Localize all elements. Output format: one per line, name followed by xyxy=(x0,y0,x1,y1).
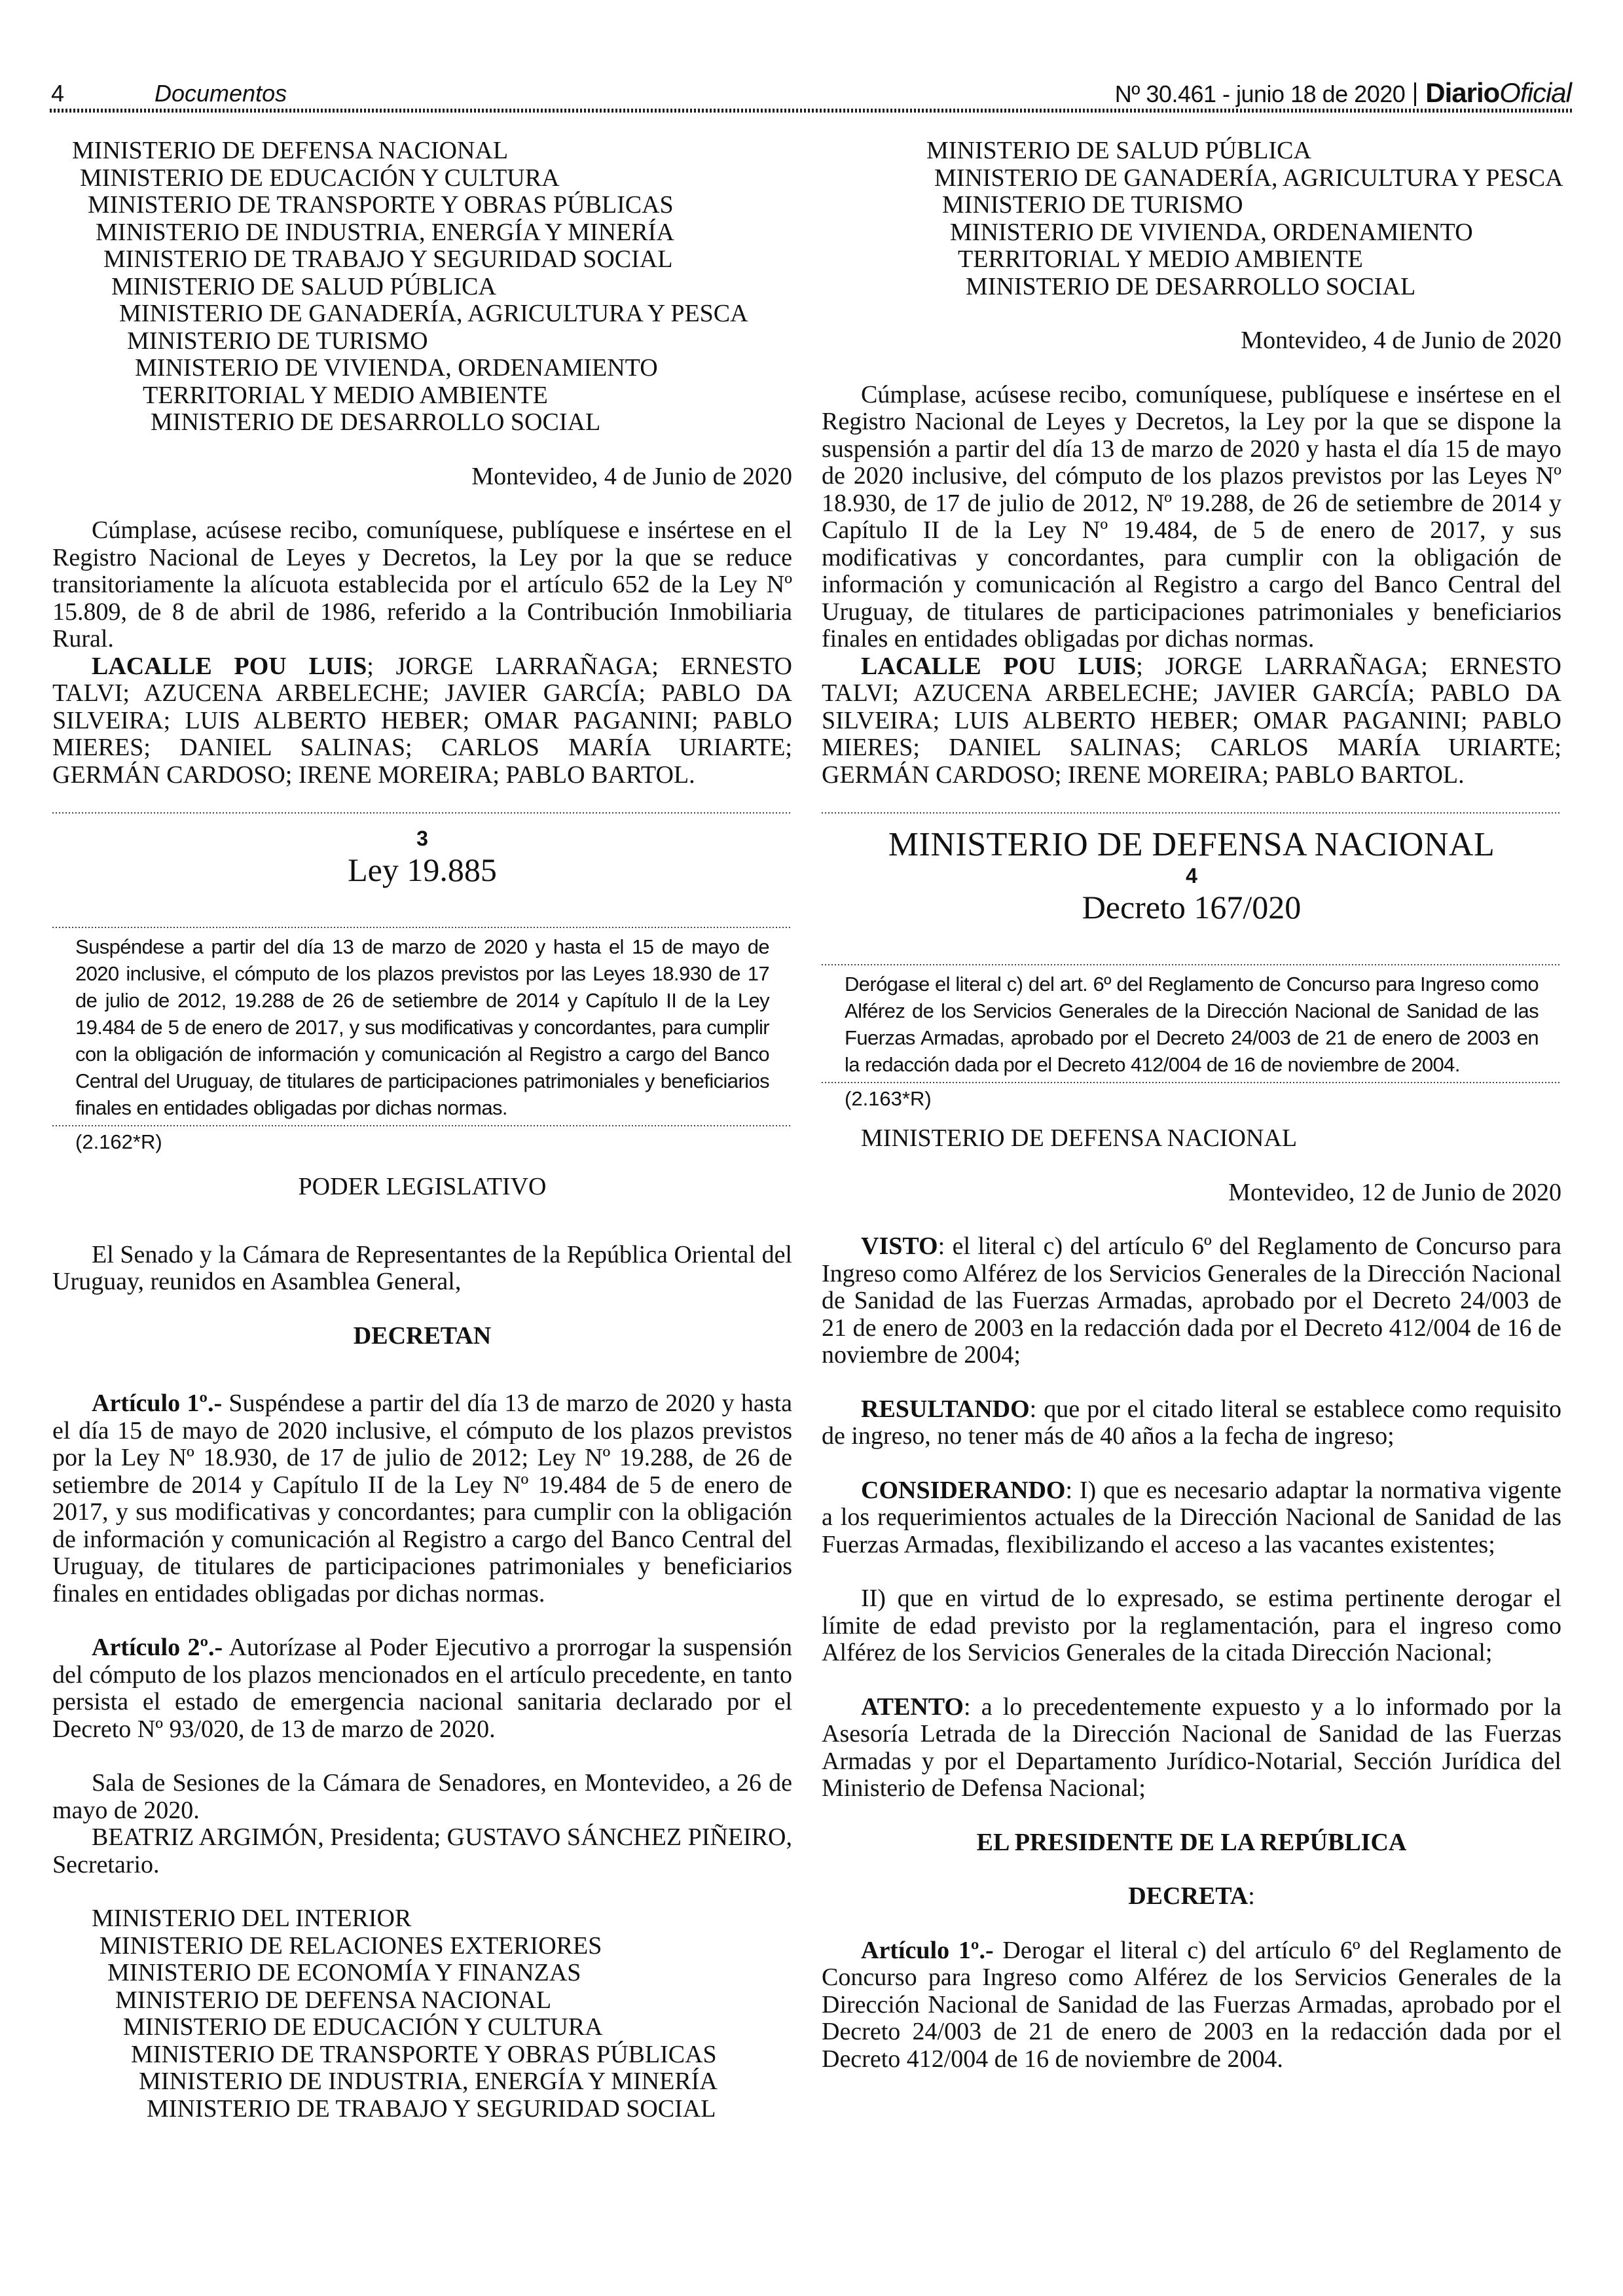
ministries-list-top xyxy=(822,137,1561,300)
ministry-line: MINISTERIO DE SALUD PÚBLICA xyxy=(926,137,1311,164)
entry-reference: (2.163*R) xyxy=(845,1087,932,1110)
issue-info xyxy=(1115,77,1571,109)
ministry-line: MINISTERIO DE DEFENSA NACIONAL xyxy=(861,1124,1298,1152)
entry-summary: Suspéndese a partir del día 13 de marzo de 2020 y hasta el 15 de mayo de 2020 inclusive, el cómputo de los plazos previstos por las Leyes 18.930 de 17 de julio de 2012, 19.288 de 26 de setiembre de 2014 y Capítulo II de la Ley 19.484 de 5 de enero de 2017, y sus modificativas y concordantes, para cumplir con la obligación de información y comunicación al Registro a cargo del Banco Central del Uruguay, de titulares de participaciones patrimoniales y beneficiarios finales en entidades obligadas por dichas normas. xyxy=(75,935,769,1119)
decretan-heading xyxy=(52,1323,792,1350)
ministry-line: TERRITORIAL Y MEDIO AMBIENTE xyxy=(143,381,548,409)
ministry-title: MINISTERIO DE DEFENSA NACIONAL xyxy=(888,826,1495,863)
ministry-line: MINISTERIO DE EDUCACIÓN Y CULTURA xyxy=(123,2013,603,2041)
ministry-line: MINISTERIO DE DEFENSA NACIONAL xyxy=(72,137,509,164)
resultando-text: : que por el citado literal se establece como requisito de ingreso, no tener más de 40 años a la fecha de ingreso; xyxy=(822,1395,1561,1450)
logo-oficial: Oficial xyxy=(1499,77,1571,108)
articulo-1 xyxy=(822,1937,1561,2073)
ministry-line: MINISTERIO DE INDUSTRIA, ENERGÍA Y MINERÍA xyxy=(96,218,674,246)
cumplase-paragraph: Cúmplase, acúsese recibo, comuníquese, publíquese e insértese en el Registro Nacional de Leyes y Decretos, la Ley por la que se dispone la suspensión a partir del día 13 de marzo de 2020 y hasta el día 15 de mayo de 2020 inclusive, del cómputo de los plazos previstos por las Leyes Nº 18.930, de 17 de julio de 2012, Nº 19.288, de 26 de setiembre de 2014 y Capítulo II de la Ley Nº 19.484, de 5 de enero de 2017, y sus modificativas y concordantes, para cumplir con la obligación de información y comunicación al Registro a cargo del Banco Central del Uruguay, de titulares de participaciones patrimoniales y beneficiarios finales en entidades obligadas por dichas normas. xyxy=(822,380,1561,653)
date-line: Montevideo, 4 de Junio de 2020 xyxy=(1241,327,1561,354)
sala-sesiones: Sala de Sesiones de la Cámara de Senadores, en Montevideo, a 26 de mayo de 2020. xyxy=(52,1769,792,1824)
decreta-label: DECRETA xyxy=(1128,1882,1249,1910)
entry-title: Ley 19.885 xyxy=(348,852,497,888)
date-line: Montevideo, 12 de Junio de 2020 xyxy=(1228,1178,1561,1206)
article-label: Artículo 1º.- xyxy=(861,1936,994,1964)
ministries-list-top xyxy=(52,137,792,437)
signers-paragraph xyxy=(52,653,792,789)
signers-lead: LACALLE POU LUIS xyxy=(861,652,1137,680)
ministry-line: MINISTERIO DE DESARROLLO SOCIAL xyxy=(151,408,601,436)
ministry-line: MINISTERIO DE GANADERÍA, AGRICULTURA Y PESCA xyxy=(119,300,748,327)
right-column xyxy=(822,137,1561,2073)
article-text: Autorízase al Poder Ejecutivo a prorrogar la suspensión del cómputo de los plazos mencionados en el artículo precedente, en tanto persista el estado de emergencia nacional sanitaria declarado por el Decreto Nº 93/020, de 13 de marzo de 2020. xyxy=(52,1634,793,1743)
ministry-line: MINISTERIO DE INDUSTRIA, ENERGÍA Y MINERÍA xyxy=(139,2068,718,2095)
ministry-line: MINISTERIO DE TRABAJO Y SEGURIDAD SOCIAL xyxy=(103,245,673,273)
considerando-text: : I) que es necesario adaptar la normativa vigente a los requerimientos actuales de la Dirección Nacional de Sanidad de las Fuerzas Armadas, flexibilizando el acceso a las vacantes existentes; xyxy=(822,1476,1561,1558)
senado-paragraph: El Senado y la Cámara de Representantes de la República Oriental del Uruguay, reunidos en Asamblea General, xyxy=(52,1240,792,1295)
article-label: Artículo 2º.- xyxy=(92,1634,223,1661)
ministry-line: MINISTERIO DE VIVIENDA, ORDENAMIENTO xyxy=(950,218,1473,246)
page-number: 4 xyxy=(51,80,65,107)
summary-bottom-rule xyxy=(822,1082,1561,1083)
ministry-line: MINISTERIO DE DESARROLLO SOCIAL xyxy=(966,272,1416,300)
left-column xyxy=(52,137,792,2123)
ministry-line: MINISTERIO DE TURISMO xyxy=(127,327,428,355)
presidente-heading xyxy=(822,1829,1561,1857)
article-text: Derogar el literal c) del artículo 6º del Reglamento de Concurso para Ingreso como Alférez de los Servicios Generales de la Dirección Nacional de Sanidad de las Fuerzas Armadas, aprobado por el Decreto 24/003 de 21 de enero de 2003 en la redacción dada por el Decreto 412/004 de 16 de noviembre de 2004. xyxy=(822,1936,1561,2073)
ministry-line: MINISTERIO DE SALUD PÚBLICA xyxy=(111,272,496,300)
considerando-paragraph xyxy=(822,1477,1561,1559)
ministry-line: MINISTERIO DE EDUCACIÓN Y CULTURA xyxy=(80,164,560,192)
ministry-line: MINISTERIO DE DEFENSA NACIONAL xyxy=(115,1986,552,2014)
atento-text: : a lo precedentemente expuesto y a lo informado por la Asesoría Letrada de la Dirección Nacional de Sanidad de las Fuerzas Armadas y por el Departamento Jurídico-Notarial, Sección Jurídica del Ministerio de Defensa Nacional; xyxy=(822,1693,1561,1802)
date-line: Montevideo, 4 de Junio de 2020 xyxy=(471,462,792,490)
signers-rest: ; JORGE LARRAÑAGA; ERNESTO TALVI; AZUCENA ARBELECHE; JAVIER GARCÍA; PABLO DA SILVEIRA; LUIS ALBERTO HEBER; OMAR PAGANINI; PABLO MIERES; DANIEL SALINAS; CARLOS MARÍA URIARTE; GERMÁN CARDOSO; IRENE MOREIRA; PABLO BARTOL. xyxy=(822,652,1561,789)
articulo-1 xyxy=(52,1390,792,1607)
header-rule xyxy=(50,109,1573,113)
entry-number: 4 xyxy=(1186,864,1197,888)
firmas: BEATRIZ ARGIMÓN, Presidenta; GUSTAVO SÁNCHEZ PIÑEIRO, Secretario. xyxy=(52,1823,792,1878)
ministry-line: MINISTERIO DE TRABAJO Y SEGURIDAD SOCIAL xyxy=(147,2094,716,2123)
articulo-2 xyxy=(52,1634,792,1743)
decreta-colon: : xyxy=(1248,1882,1255,1910)
article-label: Artículo 1º.- xyxy=(92,1390,223,1417)
ministry-line: MINISTERIO DEL INTERIOR xyxy=(92,1905,412,1932)
signers-paragraph xyxy=(822,653,1561,789)
visto-label: VISTO xyxy=(861,1232,938,1260)
logo-diario: Diario xyxy=(1425,77,1500,108)
considerando-ii-paragraph: II) que en virtud de lo expresado, se estima pertinente derogar el límite de edad previsto por la reglamentación, para el ingreso como Alférez de los Servicios Generales de la citada Dirección Nacional; xyxy=(822,1585,1561,1666)
ministry-line: MINISTERIO DE TRANSPORTE Y OBRAS PÚBLICAS xyxy=(131,2040,717,2068)
resultando-label: RESULTANDO xyxy=(861,1395,1030,1423)
ministry-line: MINISTERIO DE TRANSPORTE Y OBRAS PÚBLICAS xyxy=(88,191,674,219)
header-separator xyxy=(1414,82,1416,106)
entry-reference: (2.162*R) xyxy=(75,1130,162,1153)
entry-title: Decreto 167/020 xyxy=(1082,889,1302,925)
signers-rest: ; JORGE LARRAÑAGA; ERNESTO TALVI; AZUCENA ARBELECHE; JAVIER GARCÍA; PABLO DA SILVEIRA; LUIS ALBERTO HEBER; OMAR PAGANINI; PABLO MIERES; DANIEL SALINAS; CARLOS MARÍA URIARTE; GERMÁN CARDOSO; IRENE MOREIRA; PABLO BARTOL. xyxy=(52,652,792,789)
presidente-label: EL PRESIDENTE DE LA REPÚBLICA xyxy=(976,1828,1407,1856)
atento-paragraph xyxy=(822,1694,1561,1803)
ministry-line: MINISTERIO DE GANADERÍA, AGRICULTURA Y PESCA xyxy=(934,164,1563,192)
considerando-label: CONSIDERANDO xyxy=(861,1476,1066,1504)
ministry-line: MINISTERIO DE ECONOMÍA Y FINANZAS xyxy=(107,1959,581,1986)
decretan-label: DECRETAN xyxy=(353,1321,492,1350)
summary-bottom-rule xyxy=(52,1125,792,1126)
cumplase-paragraph: Cúmplase, acúsese recibo, comuníquese, publíquese e insértese en el Registro Nacional de Leyes y Decretos, la Ley por la que se reduce transitoriamente la alícuota establecida por el artículo 652 de la Ley Nº 15.809, de 8 de abril de 1986, referido a la Contribución Inmobiliaria Rural. xyxy=(52,516,792,653)
entry-summary: Derógase el literal c) del art. 6º del Reglamento de Concurso para Ingreso como Alférez de los Servicios Generales de la Dirección Nacional de Sanidad de las Fuerzas Armadas, aprobado por el Decreto 24/003 de 21 de enero de 2003 en la redacción dada por el Decreto 412/004 de 16 de noviembre de 2004. xyxy=(845,973,1539,1076)
ministry-line: MINISTERIO DE VIVIENDA, ORDENAMIENTO xyxy=(135,354,658,382)
signers-lead: LACALLE POU LUIS xyxy=(92,652,367,680)
atento-label: ATENTO xyxy=(861,1693,964,1721)
entry-number: 3 xyxy=(416,827,428,850)
poder-legislativo: PODER LEGISLATIVO xyxy=(298,1173,547,1200)
decreta-heading xyxy=(822,1883,1561,1910)
issue-number-date: Nº 30.461 - junio 18 de 2020 xyxy=(1114,81,1406,107)
ministry-line: MINISTERIO DE RELACIONES EXTERIORES xyxy=(100,1931,602,1960)
visto-text: : el literal c) del artículo 6º del Reglamento de Concurso para Ingreso como Alférez de los Servicios Generales de la Dirección Nacional de Sanidad de las Fuerzas Armadas, aprobado por el Decreto 24/003 de 21 de enero de 2003 en la redacción dada por el Decreto 412/004 de 16 de noviembre de 2004; xyxy=(822,1232,1561,1369)
visto-paragraph xyxy=(822,1233,1561,1369)
ministries-list-bottom xyxy=(52,1905,792,2123)
article-text: Suspéndese a partir del día 13 de marzo de 2020 y hasta el día 15 de mayo de 2020 inclusive, el cómputo de los plazos previstos por la Ley Nº 18.930, de 17 de julio de 2012; Ley Nº 19.288, de 26 de setiembre de 2014 y Capítulo II de la Ley Nº 19.484 de 5 de enero de 2017, y sus modificativas y concordantes; para cumplir con la obligación de información y comunicación al Registro a cargo del Banco Central del Uruguay, de titulares de participaciones patrimoniales y beneficiarios finales en entidades obligadas por dichas normas. xyxy=(52,1390,792,1607)
resultando-paragraph xyxy=(822,1396,1561,1450)
ministry-line: TERRITORIAL Y MEDIO AMBIENTE xyxy=(958,245,1363,273)
ministry-line: MINISTERIO DE TURISMO xyxy=(942,191,1243,219)
section-name: Documentos xyxy=(155,80,287,107)
